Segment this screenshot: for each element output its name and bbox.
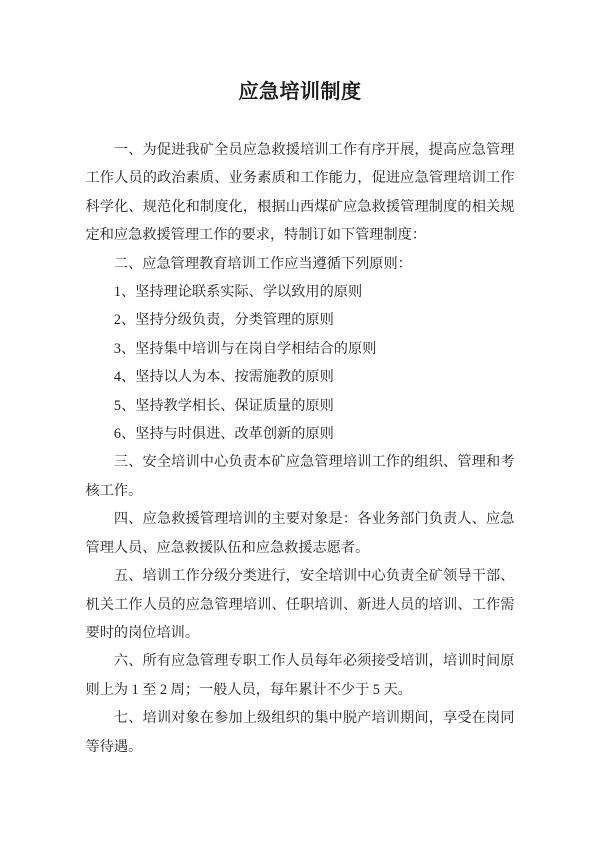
paragraph-10: 四、应急救援管理培训的主要对象是：各业务部门负责人、应急管理人员、应急救援队伍和应急救援志愿者。 xyxy=(85,511,515,556)
document-title: 应急培训制度 xyxy=(238,81,362,103)
paragraph-12: 六、所有应急管理专职工作人员每年必须接受培训，培训时间原则上为 1 至 2 周；一般人员，每年累计不少于 5 天。 xyxy=(85,653,515,698)
paragraph-2: 二、应急管理教育培训工作应当遵循下列原则： xyxy=(113,255,412,272)
paragraph-11: 五、培训工作分级分类进行，安全培训中心负责全矿领导干部、机关工作人员的应急管理培训、任职培训、新进人员的培训、工作需要时的岗位培训。 xyxy=(85,568,515,641)
paragraph-9: 三、安全培训中心负责本矿应急管理培训工作的组织、管理和考核工作。 xyxy=(85,454,515,499)
paragraph-7: 5、坚持教学相长、保证质量的原则 xyxy=(113,397,334,414)
paragraph-13: 七、培训对象在参加上级组织的集中脱产培训期间，享受在岗同等待遇。 xyxy=(85,710,515,755)
paragraph-6: 4、坚持以人为本、按需施教的原则 xyxy=(113,369,334,386)
paragraph-8: 6、坚持与时俱进、改革创新的原则 xyxy=(113,426,334,443)
paragraph-3: 1、坚持理论联系实际、学以致用的原则 xyxy=(113,284,363,301)
paragraph-1: 一、为促进我矿全员应急救援培训工作有序开展，提高应急管理工作人员的政治素质、业务素质和工作能力，促进应急管理培训工作科学化、规范化和制度化，根据山西煤矿应急救援管理制度的相关规定和应急救援管理工作的要求，特制订如下管理制度： xyxy=(85,142,515,244)
document-body xyxy=(86,136,515,761)
paragraph-4: 2、坚持分级负责，分类管理的原则 xyxy=(113,312,334,329)
paragraph-5: 3、坚持集中培训与在岗自学相结合的原则 xyxy=(113,340,377,357)
